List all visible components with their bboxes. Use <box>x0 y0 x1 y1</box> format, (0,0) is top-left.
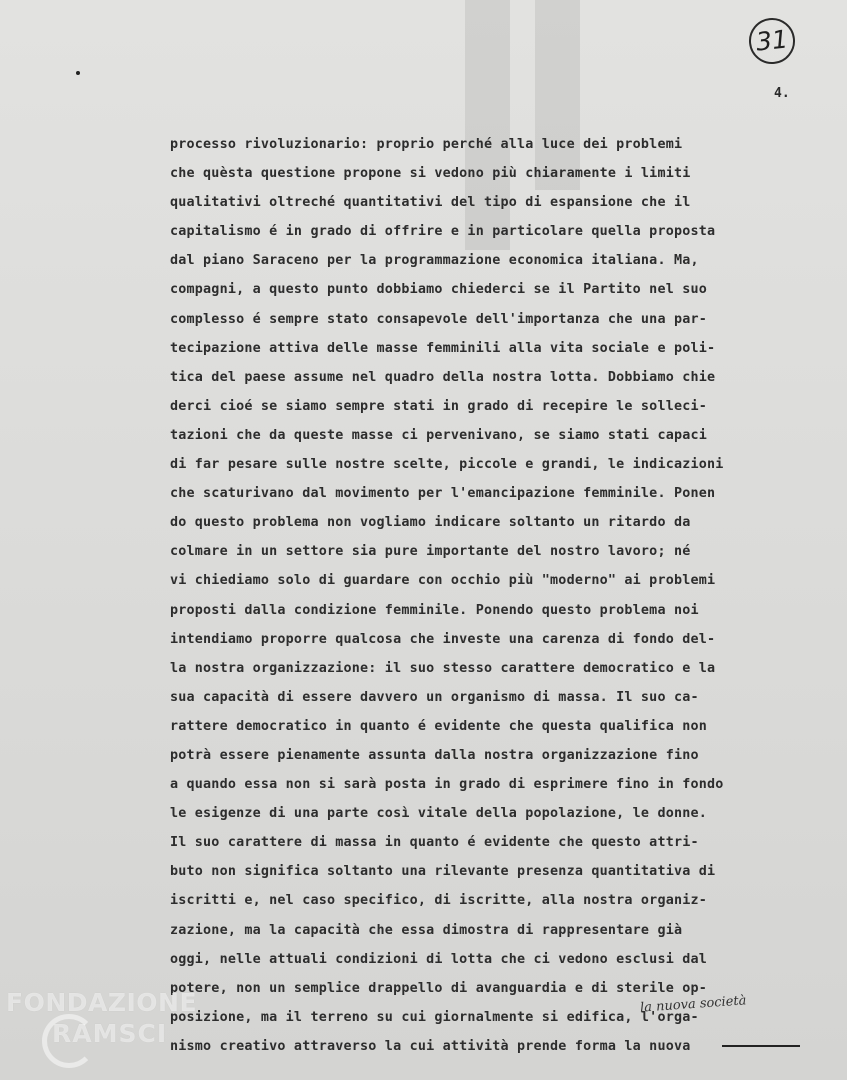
text-line: do questo problema non vogliamo indicare soltanto un ritardo da <box>170 515 691 531</box>
text-line: buto non significa soltanto una rilevante presenza quantitativa di <box>170 864 716 880</box>
text-line: tica del paese assume nel quadro della nostra lotta. Dobbiamo chie <box>170 369 716 385</box>
text-line: qualitativi oltreché quantitativi del tipo di espansione che il <box>170 195 691 211</box>
text-line: derci cioé se siamo sempre stati in grado di recepire le solleci- <box>170 398 708 414</box>
text-line: oggi, nelle attuali condizioni di lotta che ci vedono esclusi dal <box>170 951 708 967</box>
watermark-line-2: RAMSCI <box>52 1019 168 1048</box>
text-line: le esigenze di una parte così vitale della popolazione, le donne. <box>170 806 708 822</box>
text-line: processo rivoluzionario: proprio perché alla luce dei problemi <box>170 137 683 152</box>
page-number: 4. <box>774 86 790 101</box>
text-line: la nostra organizzazione: il suo stesso carattere democratico e la <box>170 660 716 676</box>
text-line: iscritti e, nel caso specifico, di iscritte, alla nostra organiz- <box>170 893 708 909</box>
ink-dot <box>76 71 80 75</box>
text-line: che quèsta questione propone si vedono più chiaramente i limiti <box>170 166 691 182</box>
text-line: tazioni che da queste masse ci pervenivano, se siamo stati capaci <box>170 427 708 443</box>
text-line: posizione, ma il terreno su cui giornalmente si edifica, l'orga- <box>170 1009 699 1025</box>
text-line: dal piano Saraceno per la programmazione economica italiana. Ma, <box>170 253 699 269</box>
watermark-g-logo-icon <box>42 1014 96 1068</box>
text-line: di far pesare sulle nostre scelte, piccole e grandi, le indicazioni <box>170 457 724 473</box>
typewritten-body <box>170 130 847 1061</box>
text-line: zazione, ma la capacità che essa dimostra di rappresentare già <box>170 922 683 938</box>
text-line: sua capacità di essere davvero un organismo di massa. Il suo ca- <box>170 689 699 705</box>
text-line: nismo creativo attraverso la cui attività prende forma la nuova <box>170 1038 691 1054</box>
text-line: a quando essa non si sarà posta in grado di esprimere fino in fondo <box>170 777 724 793</box>
text-line: intendiamo proporre qualcosa che investe una carenza di fondo del- <box>170 631 716 647</box>
text-line: capitalismo é in grado di offrire e in particolare quella proposta <box>170 224 716 240</box>
watermark-line-1: FONDAZIONE <box>6 988 198 1017</box>
text-line: che scaturivano dal movimento per l'emancipazione femminile. Ponen <box>170 486 716 502</box>
text-line: colmare in un settore sia pure importante del nostro lavoro; né <box>170 544 691 560</box>
text-line: complesso é sempre stato consapevole dell'importanza che una par- <box>170 311 708 327</box>
strikethrough-mark <box>722 1045 800 1047</box>
text-line: rattere democratico in quanto é evidente che questa qualifica non <box>170 718 708 734</box>
text-line: potere, non un semplice drappello di avanguardia e di sterile op- <box>170 980 708 996</box>
text-line: proposti dalla condizione femminile. Ponendo questo problema noi <box>170 602 699 618</box>
handwritten-annotation: la nuova società <box>639 993 747 1016</box>
text-line: vi chiediamo solo di guardare con occhio più "moderno" ai problemi <box>170 573 716 589</box>
text-line: tecipazione attiva delle masse femminili alla vita sociale e poli- <box>170 340 716 356</box>
text-line: compagni, a questo punto dobbiamo chiederci se il Partito nel suo <box>170 282 708 298</box>
archive-watermark <box>6 990 197 1046</box>
text-line: Il suo carattere di massa in quanto é evidente che questo attri- <box>170 835 699 851</box>
folio-number: 31 <box>747 16 798 67</box>
text-line: potrà essere pienamente assunta dalla nostra organizzazione fino <box>170 747 699 763</box>
